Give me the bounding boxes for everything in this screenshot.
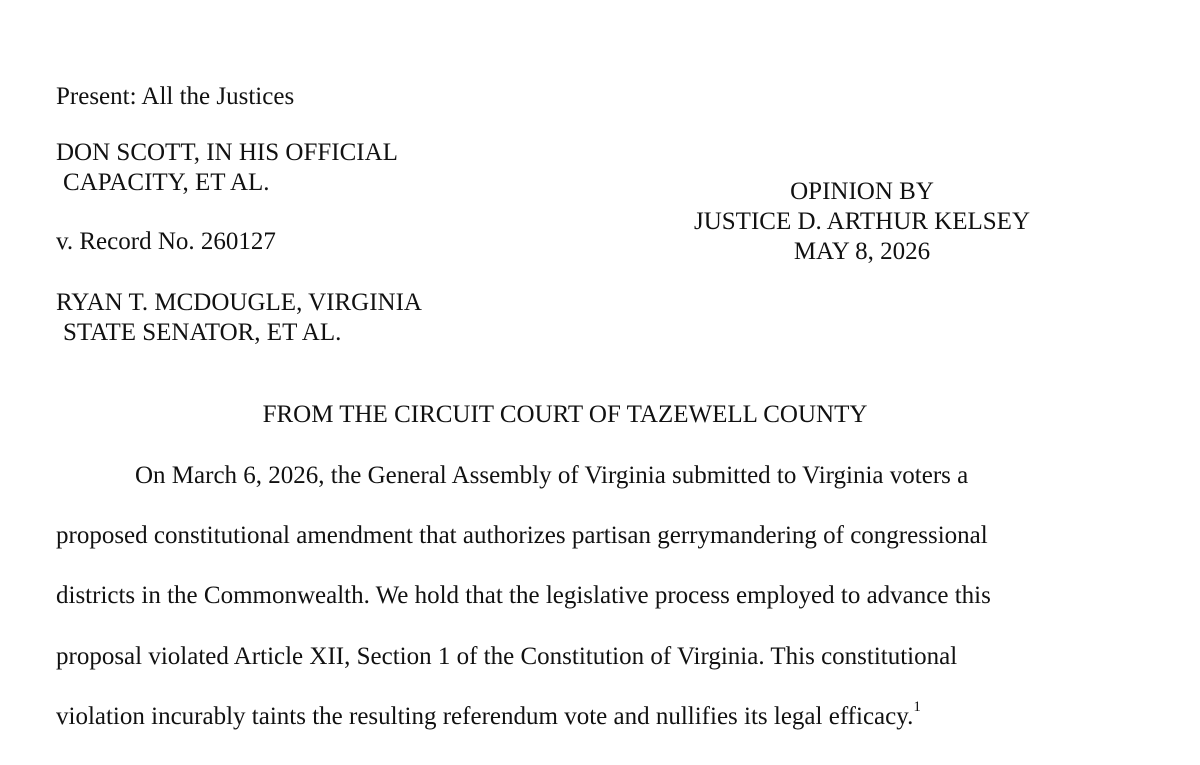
present-line: Present: All the Justices (56, 83, 295, 110)
opinion-author: JUSTICE D. ARTHUR KELSEY (693, 208, 1030, 235)
opinion-by-block (662, 177, 1062, 267)
opinion-by-label: OPINION BY (790, 178, 934, 205)
appellant-line-1: DON SCOTT, IN HIS OFFICIAL (56, 139, 398, 166)
court-heading: FROM THE CIRCUIT COURT OF TAZEWELL COUNTY (262, 401, 868, 428)
appellant-line-2: CAPACITY, ET AL. (63, 169, 270, 196)
body-line-1: On March 6, 2026, the General Assembly of Virginia submitted to Virginia voters a (135, 462, 969, 489)
record-number: v. Record No. 260127 (56, 228, 276, 255)
appellee-line-2: STATE SENATOR, ET AL. (63, 319, 342, 346)
body-line-2: proposed constitutional amendment that authorizes partisan gerrymandering of congressional (56, 522, 988, 549)
body-line-5-wrapper (56, 698, 921, 732)
body-line-4: proposal violated Article XII, Section 1 of the Constitution of Virginia. This constitutional (56, 643, 958, 670)
appellee-line-1: RYAN T. MCDOUGLE, VIRGINIA (56, 289, 422, 316)
footnote-marker[interactable]: 1 (913, 698, 921, 715)
body-line-5: violation incurably taints the resulting referendum vote and nullifies its legal efficacy. (56, 703, 914, 730)
body-line-3: districts in the Commonwealth. We hold that the legislative process employed to advance this (56, 582, 991, 609)
opinion-date: MAY 8, 2026 (793, 238, 931, 265)
